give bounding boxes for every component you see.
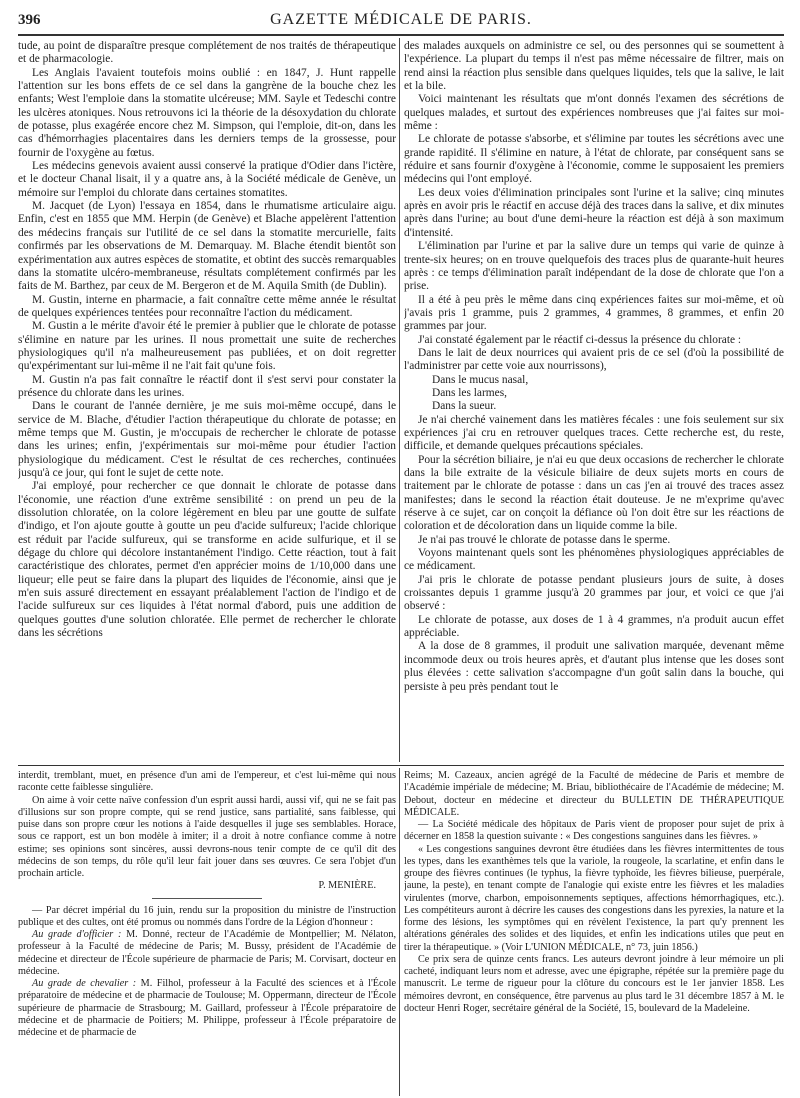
journal-name: BULLETIN DE THÉRAPEUTIQUE MÉDICALE. (404, 794, 784, 818)
page-number: 396 (18, 12, 41, 28)
grade-heading: Au grade d'officier : (32, 929, 122, 940)
paragraph: Les Anglais l'avaient toutefois moins oublié : en 1847, J. Hunt rappelle l'attention sur les bons effets de ce sel dans la gangrène de la bouche chez les enfants; West l'emploie dans la stomatite ulcéreuse; MM. Sayle et Tedeschi contre les ulcères atoniques. Nous retrouvons ici la théorie de la désoxydation du chlorate de potasse, plus exagérée encore chez M. Simpson, qui l'emploie, dit-on, dans les cas d'hémorrhagies placentaires dans les derniers temps de la grossesse, pour fournir de l'oxygène au fœtus. (18, 66, 396, 159)
paragraph: J'ai constaté également par le réactif ci-dessus la présence du chlorate : (418, 333, 742, 346)
paragraph: M. Jacquet (de Lyon) l'essaya en 1854, dans le rhumatisme articulaire aigu. Enfin, c'est en 1855 que MM. Herpin (de Genève) et Blache appelèrent l'attention des médecins français sur l'utilité de ce sel dans la stomatite mercurielle, faits confirmés par les observations de M. Demarquay. M. Blache étendit bientôt son expérimentation aux autres espèces de stomatite, et obtint des succès remarquables dans la stomatite ulcéro-membraneuse, résultats complétement confirmés par les faits de M. Barthez, par ceux de M. Bergeron et de M. Aquila Smith (de Dublin). (18, 200, 396, 293)
paragraph: — Par décret impérial du 16 juin, rendu sur la proposition du ministre de l'instruction publique et des cultes, ont été promus ou nommés dans l'ordre de la Légion d'honneur : (18, 904, 396, 928)
separator-rule (152, 898, 262, 899)
paragraph: Dans le lait de deux nourrices qui avaient pris de ce sel (d'où la possibilité de l'administrer par cette voie aux nourrissons), (404, 346, 784, 373)
paragraph: Dans le courant de l'année dernière, je me suis moi-même occupé, dans le service de M. Blache, d'étudier l'action thérapeutique du chlorate de potasse; en même temps que M. Gustin, je m'occupais de rechercher le chlorate de potasse dans les urines; enfin, j'expérimentais sur moi-même pour étudier l'action physiologique du médicament. C'est le résultat de ces recherches, continuées jusqu'à ce jour, qui font le sujet de cette note. (18, 400, 396, 479)
paragraph: Je n'ai cherché vainement dans les matières fécales : une fois seulement sur six expériences j'ai cru en retrouver quelques traces. Cette recherche est, du reste, difficile, et demande quelques précautions spéciales. (404, 413, 784, 453)
paragraph: J'ai employé, pour rechercher ce que donnait le chlorate de potasse dans l'économie, une réaction d'une extrême sensibilité : on prend un peu de la dissolution chloratée, on la colore légèrement en bleu par une goutte de sulfate d'indigo, et l'on ajoute goutte à goutte un peu d'acide sulfureux; l'acide chlorique est réduit par l'acide sulfureux, qui se transforme en acide sulfurique, et il se dégage du chlore qui décolore instantanément l'indigo. Cette réaction, tout à fait caractéristique des chlorates, permet d'en apprécier moins de 1/10,000 dans une liqueur; elle peut se faire dans la plupart des liquides de l'économie, ainsi que je m'en suis assuré directement en essayant préalablement l'action de l'indigo et de l'acide sulfureux sur ces liquides à l'état normal d'abord, puis une addition de quelques gouttes d'une solution chloratée. Elle permet de rechercher le chlorate dans les sécrétions (18, 480, 396, 640)
feuilleton-column-right (404, 770, 784, 1096)
paragraph: M. Gustin n'a pas fait connaître le réactif dont il s'est servi pour constater la présence du chlorate dans les urines. (18, 373, 396, 399)
paragraph: Il a été à peu près le même dans cinq expériences faites sur moi-même, et où j'avais pris 1 gramme, puis 2 grammes, 4 grammes, 8 grammes, et enfin 20 grammes par jour. (404, 293, 784, 333)
paragraph: Je n'ai pas trouvé le chlorate de potasse dans le sperme. (418, 533, 671, 546)
feuilleton-column-left (18, 770, 396, 1096)
paragraph: On aime à voir cette naïve confession d'un esprit aussi hardi, aussi vif, qui ne se fait pas d'illusions sur son propre compte, qui se rend justice, sans partialité, sans faiblesse, qui puise dans son propre cœur les notions à l'aide desquelles il juge ses semblables. Horace, sous ce rapport, est un bon modèle à imiter; il a droit à notre confiance comme à notre estime; ses opinions sont sincères, aussi devrons-nous tenir compte de ce qu'il dit des médecins de son temps, du rôle qu'il leur fait jouer dans ses œuvres. Ce sera l'objet d'un prochain article. (18, 794, 396, 879)
paragraph-text: Reims; M. Cazeaux, ancien agrégé de la Faculté de médecine de Paris et membre de l'Académie impériale de médecine; M. Briau, bibliothécaire de l'Académie de médecine; M. Debout, docteur en médecine et directeur du (404, 770, 784, 806)
paragraph: Le chlorate de potasse, aux doses de 1 à 4 grammes, n'a produit aucun effet appréciable. (404, 613, 784, 640)
paragraph: Les deux voies d'élimination principales sont l'urine et la salive; cinq minutes après en avoir pris le réactif en accuse déjà des traces dans la salive, et dix minutes après dans l'urine; au bout d'une demi-heure la réaction est déjà à son maximum d'intensité. (404, 186, 784, 239)
paragraph: Le chlorate de potasse s'absorbe, et s'élimine par toutes les sécrétions avec une grande rapidité. Il s'élimine en nature, à l'état de chlorate, par conséquent sans se réduire et sans fournir d'oxygène à l'économie, comme le supposaient les premiers médecins qui l'ont employé. (404, 133, 784, 186)
article-column-right (404, 40, 784, 762)
journal-title: GAZETTE MÉDICALE DE PARIS. (270, 11, 532, 28)
column-divider (399, 38, 400, 762)
paragraph: tude, au point de disparaître presque complétement de nos traités de thérapeutique et de pharmacologie. (18, 40, 396, 66)
grade-heading: Au grade de chevalier : (32, 978, 137, 989)
paragraph: Voici maintenant les résultats que m'ont donnés l'examen des sécrétions de quelques malades, et surtout des expériences nombreuses que j'ai faites sur moi-même : (404, 93, 784, 133)
column-divider (399, 768, 400, 1096)
section-divider (18, 765, 784, 766)
paragraph: J'ai pris le chlorate de potasse pendant plusieurs jours de suite, à doses croissantes depuis 1 gramme jusqu'à 20 grammes par jour, et voici ce que j'ai observé : (404, 573, 784, 613)
list-item: Dans le mucus nasal, (432, 373, 529, 386)
paragraph: Voyons maintenant quels sont les phénomènes physiologiques appréciables de ce médicament. (404, 547, 784, 573)
list-item: Dans les larmes, (432, 386, 507, 399)
paragraph (404, 770, 784, 819)
grade-list: M. Filhol, professeur à la Faculté des sciences et à l'École préparatoire de médecine et de pharmacie de Toulouse; M. Oppermann, directeur de l'École supérieure de pharmacie de Strasbourg; M. Gaillard, professeur à l'École préparatoire de médecine et de pharmacie de Poitiers; M. Philippe, professeur à l'École préparatoire de médecine et de pharmacie de (18, 978, 396, 1038)
paragraph: Pour la sécrétion biliaire, je n'ai eu que deux occasions de rechercher le chlorate dans la bile extraite de la vésicule biliaire de deux sujets morts en cours de traitement par le chlorate de potasse : dans un cas j'en ai trouvé des traces assez manifestes; dans le second la réaction était douteuse. Je ne m'exprime qu'avec réserve à ce sujet, car on conçoit la défiance où l'on doit être sur les réactions de coloration et de décoloration dans un liquide comme la bile. (404, 453, 784, 533)
paragraph: interdit, tremblant, muet, en présence d'un ami de l'empereur, et c'est lui-même qui nous raconte cette faiblesse singulière. (18, 770, 396, 794)
article-column-left (18, 40, 396, 762)
author-signature: P. MENIÈRE. (318, 880, 376, 892)
paragraph: M. Gustin, interne en pharmacie, a fait connaître cette même année le résultat de quelques expériences tentées pour reconnaître l'action du médicament. (18, 293, 396, 319)
paragraph (18, 978, 396, 1039)
list-item: Dans la sueur. (432, 400, 497, 413)
page-header (18, 8, 784, 36)
paragraph: « Les congestions sanguines devront être étudiées dans les fièvres intermittentes de tous les types, dans les exanthèmes tels que la variole, la rougeole, la scarlatine, et enfin dans le groupe des fièvres continues (le typhus, la fièvre typhoïde, les fièvres bilieuse, puerpérale, jaune, la peste), en tenant compte de l'analogie qui existe entre les fièvres et les maladies virulentes (morve, charbon, empoisonnements septiques, affections hémorrhagiques, etc.). Les compétiteurs auront à décrire les causes des congestions dans les pyrexies, la nature et la forme des lésions, les symptômes qui en révèlent l'existence, la part qu'y prennent les altérations générales des solides et des liquides, et enfin les indications utiles que peut en tirer la thérapeutique. » (Voir L'UNION MÉDICALE, n° 73, juin 1856.) (404, 843, 784, 953)
paragraph: A la dose de 8 grammes, il produit une salivation marquée, devenant même incommode deux ou trois heures après, et d'autant plus intense que les doses sont plus élevées : cette salivation s'accompagne d'un goût salin dans la bouche, qui persiste à peu près pendant tout le (404, 640, 784, 693)
paragraph (18, 929, 396, 978)
paragraph: Les médecins genevois avaient aussi conservé la pratique d'Odier dans l'ictère, et le docteur Chanal lisait, il y a quatre ans, à la Société médicale de Genève, un mémoire sur l'emploi du chlorate dans certaines stomatites. (18, 160, 396, 199)
grade-list: M. Donné, recteur de l'Académie de Montpellier; M. Nélaton, professeur à la Faculté de médecine de Paris; M. Bussy, président de l'Académie de médecine et directeur de l'École supérieure de pharmacie de Paris; M. Corvisart, docteur en médecine. (18, 929, 396, 977)
paragraph: des malades auxquels on administre ce sel, ou des personnes qui se soumettent à l'expérience. La plupart du temps il n'est pas même nécessaire de filtrer, mais on rend ainsi la réaction plus sensible dans quelques liquides, tels que la salive, le lait et la bile. (404, 40, 784, 93)
paragraph: Ce prix sera de quinze cents francs. Les auteurs devront joindre à leur mémoire un pli cacheté, indiquant leurs nom et adresse, avec une épigraphe, répétée sur la première page du manuscrit. Le terme de rigueur pour la clôture du concours est le 1er janvier 1858. Les mémoires devront, en conséquence, être parvenus au plus tard le 31 décembre 1857 à M. le docteur Henri Roger, secrétaire général de la Société, 15, boulevard de la Madeleine. (404, 953, 784, 1014)
paragraph: L'élimination par l'urine et par la salive dure un temps qui varie de quinze à trente-six heures; on en trouve quelquefois des traces plus de quarante-huit heures après : ce temps d'élimination paraît indépendant de la dose de chlorate que l'on a prise. (404, 240, 784, 293)
paragraph: M. Gustin a le mérite d'avoir été le premier à publier que le chlorate de potasse s'élimine en nature par les urines. Il nous promettait une suite de recherches physiologiques qu'il n'a malheureusement pas publiées, et on doit regretter qu'expérimentant sur lui-même il ne l'ait fait qu'une fois. (18, 320, 396, 373)
paragraph: — La Société médicale des hôpitaux de Paris vient de proposer pour sujet de prix à décerner en 1858 la question suivante : « Des congestions sanguines dans les fièvres. » (404, 819, 784, 843)
